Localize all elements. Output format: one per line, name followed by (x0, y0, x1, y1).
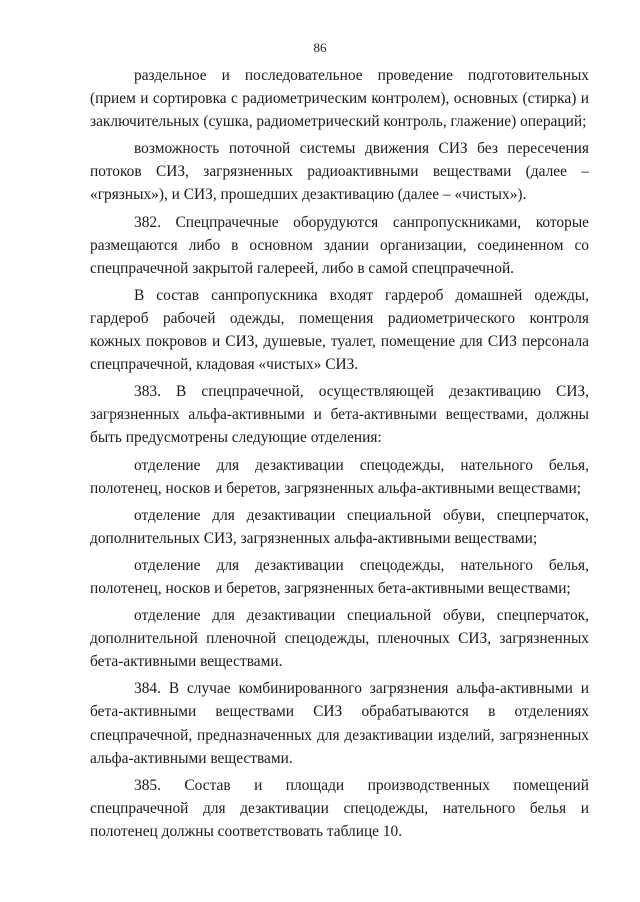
paragraph-384: 384. В случае комбинированного загрязнения альфа-активными и бета-активными веществами СИЗ обрабатываются в отделениях спецпрачечной, предназначенных для дезактивации изделий, загрязненных альфа-активными веществами. (90, 680, 589, 767)
page-number: 86 (313, 40, 327, 55)
document-body (90, 64, 589, 847)
paragraph-alpha-clothing-department: отделение для дезактивации спецодежды, нательного белья, полотенец, носков и беретов, загрязненных альфа-активными веществами; (90, 456, 589, 497)
paragraph-alpha-footwear-department: отделение для дезактивации специальной обуви, спецперчаток, дополнительных СИЗ, загрязненных альфа-активными веществами; (90, 506, 589, 547)
paragraph-flow-system: возможность поточной системы движения СИЗ без пересечения потоков СИЗ, загрязненных радиоактивными веществами (далее – «грязных»), и СИЗ, прошедших дезактивацию (далее – «чистых»). (90, 140, 589, 204)
paragraph-sanitary-checkpoint-composition: В состав санпропускника входят гардероб домашней одежды, гардероб рабочей одежды, помещения радиометрического контроля кожных покровов и СИЗ, душевые, туалет, помещение для СИЗ персонала спецпрачечной, кладовая «чистых» СИЗ. (90, 286, 589, 374)
paragraph-beta-footwear-department: отделение для дезактивации специальной обуви, спецперчаток, дополнительной пленочной спецодежды, пленочных СИЗ, загрязненных бета-активными веществами. (90, 607, 589, 671)
paragraph-separate-operations: раздельное и последовательное проведение подготовительных (прием и сортировка с радиометрическим контролем), основных (стирка) и заключительных (сушка, радиометрический контроль, глажение) операций; (90, 67, 589, 131)
paragraph-382: 382. Спецпрачечные оборудуются санпропускниками, которые размещаются либо в основном здании организации, соединенном со спецпрачечной закрытой галереей, либо в самой спецпрачечной. (90, 213, 589, 277)
paragraph-383: 383. В спецпрачечной, осуществляющей дезактивацию СИЗ, загрязненных альфа-активными и бета-активными веществами, должны быть предусмотрены следующие отделения: (90, 383, 589, 447)
paragraph-385: 385. Состав и площади производственных помещений спецпрачечной для дезактивации спецодежды, нательного белья и полотенец должны соответствовать таблице 10. (90, 776, 589, 840)
paragraph-beta-clothing-department: отделение для дезактивации спецодежды, нательного белья, полотенец, носков и беретов, загрязненных бета-активными веществами; (90, 556, 589, 597)
